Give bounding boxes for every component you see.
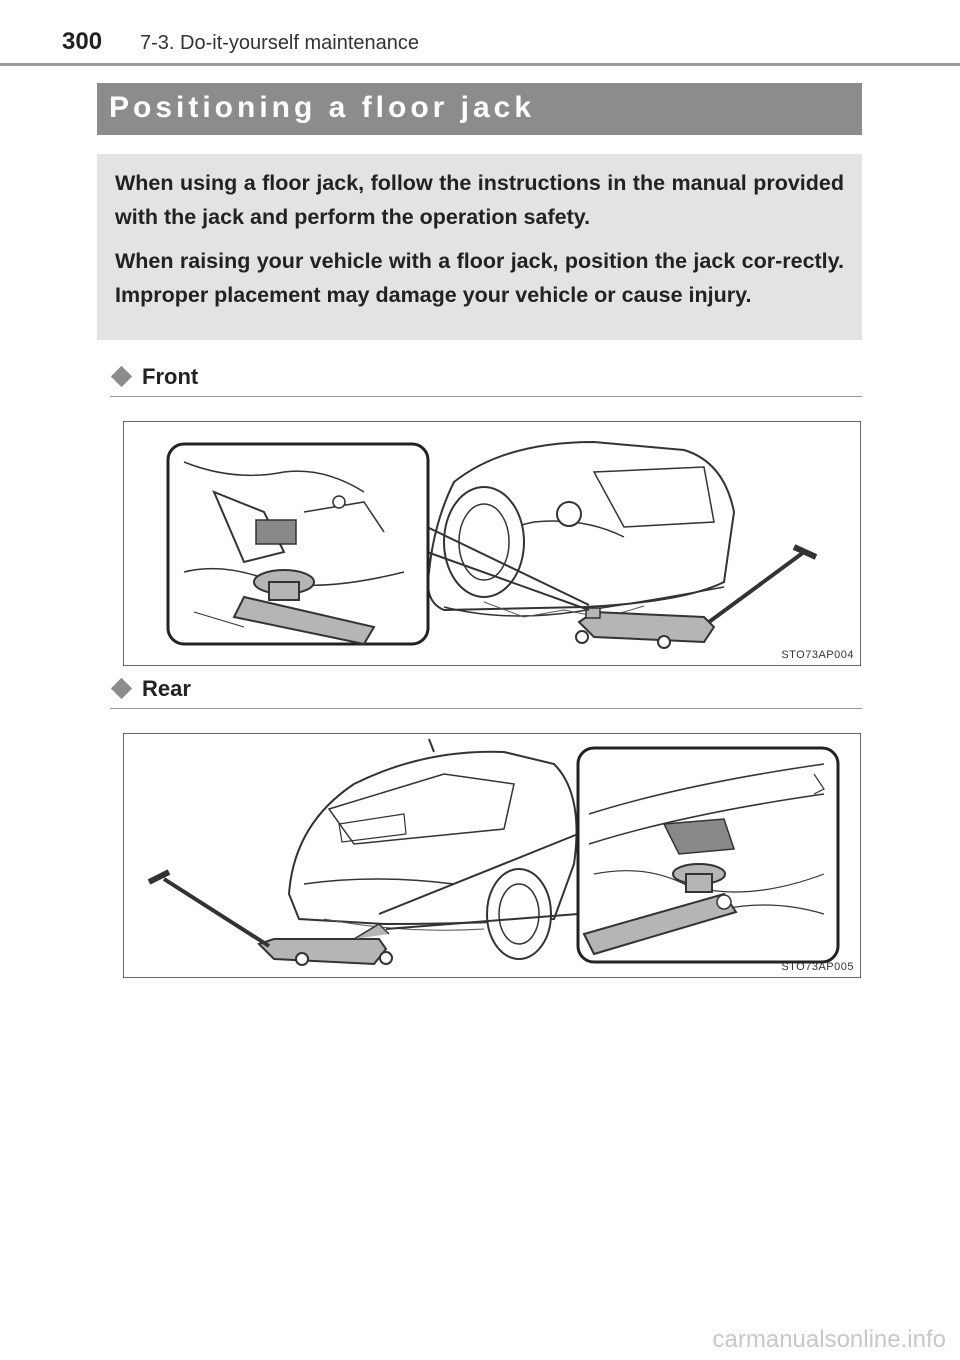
figure-code: STO73AP005 [781,961,854,973]
page-number: 300 [62,28,103,55]
figure-code: STO73AP004 [781,649,854,661]
intro-paragraph: When using a floor jack, follow the instructions in the manual provided with the jack and perform the operation safety. [115,171,844,229]
title-bar [97,83,862,135]
diamond-bullet-icon [111,366,132,387]
diamond-bullet-icon [111,678,132,699]
section-heading-rear [110,674,862,709]
page-title: Positioning a floor jack [109,91,536,124]
front-jack-illustration [123,421,861,666]
rear-jack-illustration [123,733,861,978]
running-head: 7-3. Do-it-yourself maintenance [140,32,420,54]
section-label: Front [142,364,199,389]
rear-jack-drawing [124,734,861,978]
header-rule [0,63,960,66]
watermark-text: carmanualsonline.info [712,1326,946,1353]
section-heading-front [110,362,862,397]
intro-box [97,154,862,340]
intro-paragraph: When raising your vehicle with a floor jack, position the jack cor-rectly. Improper placement may damage your vehicle or cause injury. [115,249,844,307]
front-jack-drawing [124,422,861,666]
section-label: Rear [142,676,191,701]
